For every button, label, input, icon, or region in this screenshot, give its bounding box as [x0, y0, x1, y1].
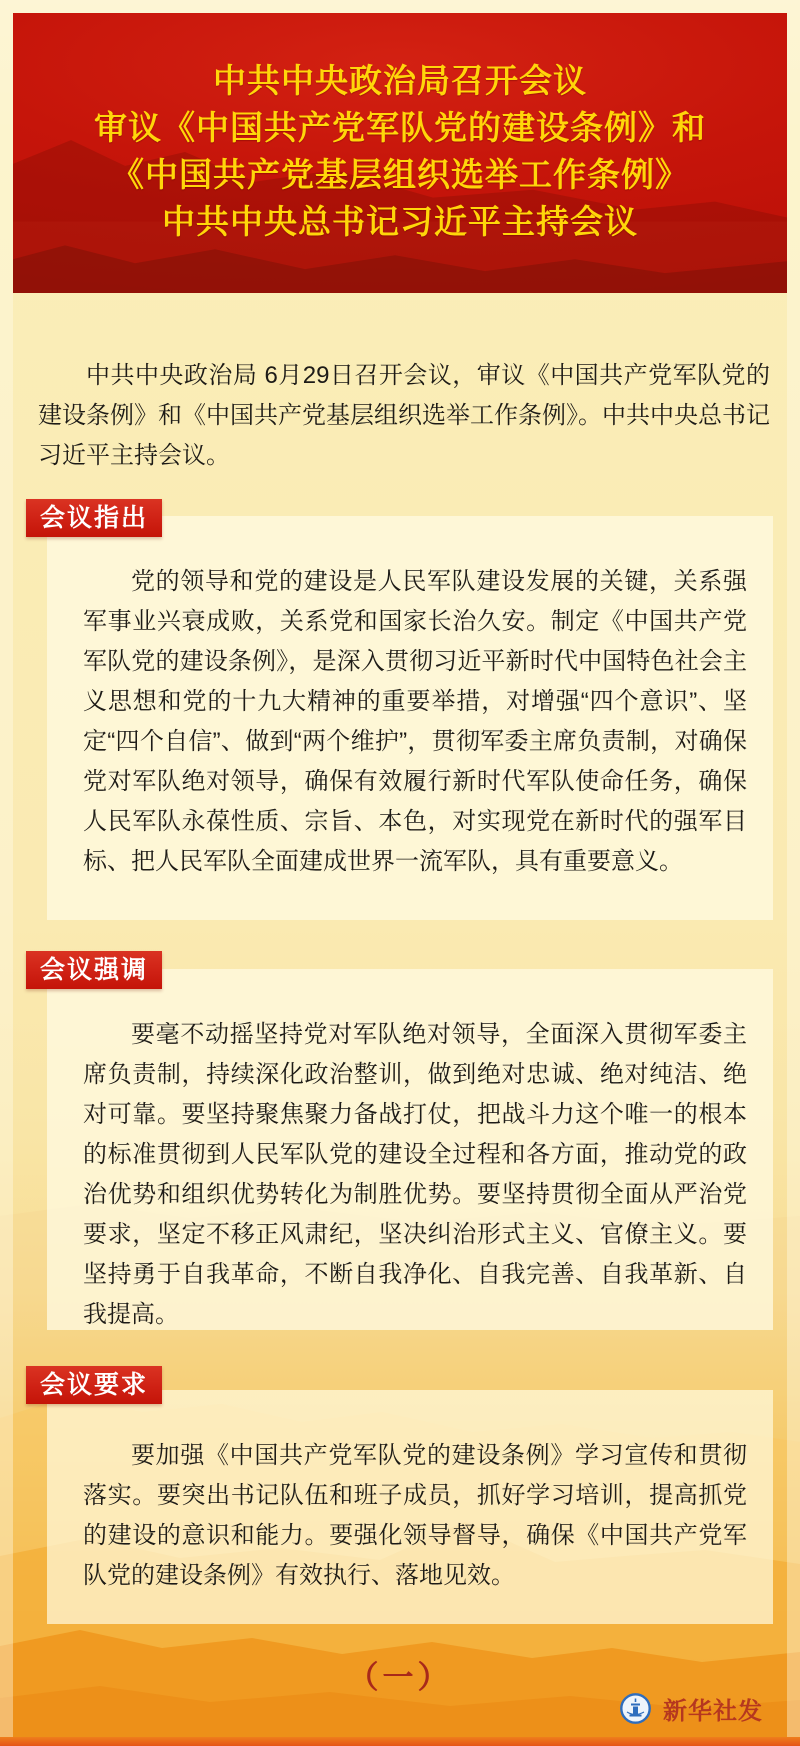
page-number-marker: （一） [347, 1660, 453, 1695]
section-box-meeting-stressed [47, 969, 773, 1330]
xinhua-logo-icon [620, 1693, 651, 1724]
intro-paragraph: 中共中央政治局 6月29日召开会议，审议《中国共产党军队党的建设条例》和《中国共产党基层组织选举工作条例》。中共中央总书记习近平主持会议。 [38, 362, 770, 469]
section-label-meeting-required: 会议要求 [26, 1366, 162, 1404]
section-body-meeting-pointed-out: 党的领导和党的建设是人民军队建设发展的关键，关系强军事业兴衰成败，关系党和国家长治久安。制定《中国共产党军队党的建设条例》，是深入贯彻习近平新时代中国特色社会主义思想和党的十九大精神的重要举措，对增强“四个意识”、坚定“四个自信”、做到“两个维护”，贯彻军委主席负责制，对确保党对军队绝对领导，确保有效履行新时代军队使命任务，确保人民军队永葆性质、宗旨、本色，对实现党在新时代的强军目标、把人民军队全面建成世界一流军队，具有重要意义。 [83, 568, 747, 875]
section-body-meeting-stressed: 要毫不动摇坚持党对军队绝对领导，全面深入贯彻军委主席负责制，持续深化政治整训，做到绝对忠诚、绝对纯洁、绝对可靠。要坚持聚焦聚力备战打仗，把战斗力这个唯一的根本的标准贯彻到人民军队党的建设全过程和各方面，推动党的政治优势和组织优势转化为制胜优势。要坚持贯彻全面从严治党要求，坚定不移正风肃纪，坚决纠治形式主义、官僚主义。要坚持勇于自我革命，不断自我净化、自我完善、自我革新、自我提高。 [83, 1021, 747, 1328]
banner-title-line-1: 中共中央政治局召开会议 [213, 62, 587, 99]
credit-text: 新华社发 [663, 1698, 763, 1725]
banner-title-line-4: 中共中央总书记习近平主持会议 [162, 203, 638, 240]
header-banner [13, 13, 787, 293]
banner-title-line-2: 审议《中国共产党军队党的建设条例》和 [94, 109, 706, 146]
section-box-meeting-pointed-out [47, 516, 773, 920]
section-label-meeting-pointed-out: 会议指出 [26, 499, 162, 537]
banner-title [13, 13, 787, 245]
section-label-meeting-stressed: 会议强调 [26, 951, 162, 989]
section-box-meeting-required [47, 1390, 773, 1624]
bottom-edge-strip [0, 1737, 800, 1746]
banner-title-line-3: 《中国共产党基层组织选举工作条例》 [111, 156, 689, 193]
news-agency-credit [620, 1691, 763, 1726]
section-body-meeting-required: 要加强《中国共产党军队党的建设条例》学习宣传和贯彻落实。要突出书记队伍和班子成员，抓好学习培训，提高抓党的建设的意识和能力。要强化领导督导，确保《中国共产党军队党的建设条例》有效执行、落地见效。 [83, 1442, 747, 1589]
